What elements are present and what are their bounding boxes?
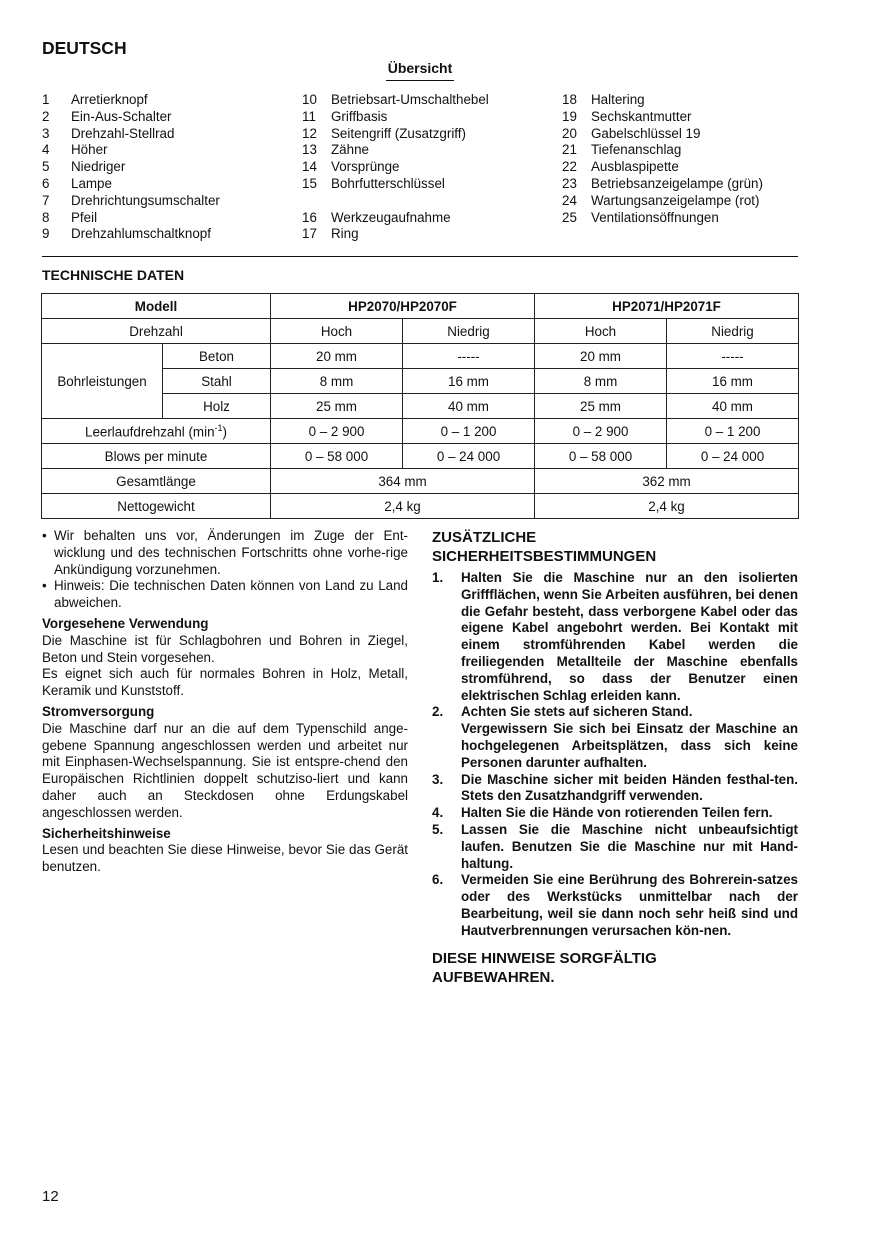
list-item: 2 Ein-Aus-Schalter [42,108,172,124]
list-item: 24 Wartungsanzeigelampe (rot) [562,192,760,208]
table-cell: 0 – 1 200 [403,419,535,444]
overview-column-2 [302,92,489,243]
language-heading: DEUTSCH [42,38,127,58]
table-cell: 25 mm [271,394,403,419]
list-item: 4 Höher [42,142,108,158]
table-header: HP2071/HP2071F [535,294,799,319]
list-item: 8 Pfeil [42,209,98,225]
list-item: 6 Lampe [42,175,112,191]
table-row [42,419,799,444]
power-supply-heading: Stromversorgung [42,703,155,719]
table-cell: 0 – 24 000 [403,444,535,469]
row-label: Nettogewicht [42,494,271,519]
table-cell: 364 mm [271,469,535,494]
table-row [42,319,799,344]
table-cell: Niedrig [403,319,535,344]
list-item: 14 Vorsprünge [302,159,400,175]
safety-rule: 6. Vermeiden Sie eine Berührung des Bohrerein-satzes oder des Werkstücks unmittelbar nach der Bearbeitung, weil sie dann noch sehr heiß sind und Hautverbrennungen verursachen kön-nen. [432,872,798,938]
table-cell: 0 – 2 900 [271,419,403,444]
list-item: 11 Griffbasis [302,108,388,124]
list-item: 16 Werkzeugaufnahme [302,209,451,225]
safety-rule: 2. Achten Sie stets auf sicheren Stand. Vergewissern Sie sich bei Einsatz der Maschine an hochgelegenen Arbeitsplätzen, dass sich keine Personen darunter aufhalten. [432,704,798,770]
table-row [42,469,799,494]
specifications-table [41,293,799,519]
table-cell: 0 – 2 900 [535,419,667,444]
row-label: Drehzahl [42,319,271,344]
table-cell: Hoch [535,319,667,344]
table-cell: Niedrig [667,319,799,344]
overview-column-1 [42,92,220,243]
row-label: Holz [163,394,271,419]
table-cell: 20 mm [271,344,403,369]
row-label: Stahl [163,369,271,394]
safety-hints-heading: Sicherheitshinweise [42,825,171,841]
row-group-label: Bohrleistungen [42,344,163,419]
table-cell: 40 mm [403,394,535,419]
safety-rule: 5. Lassen Sie die Maschine nicht unbeaufsichtigt laufen. Benutzen Sie die Maschine nur mit Hand-haltung. [432,821,798,871]
list-item: 3 Drehzahl-Stellrad [42,125,175,141]
table-cell: 16 mm [667,369,799,394]
table-cell: 0 – 24 000 [667,444,799,469]
table-cell: 16 mm [403,369,535,394]
row-label: Gesamtlänge [42,469,271,494]
section-divider [42,256,798,257]
table-row [42,344,799,369]
table-cell: 0 – 58 000 [535,444,667,469]
list-item: 12 Seitengriff (Zusatzgriff) [302,125,466,141]
row-label: Blows per minute [42,444,271,469]
list-item: 9 Drehzahlumschaltknopf [42,226,211,242]
row-label: Leerlaufdrehzahl $(\min^{-1})$ [42,419,271,444]
list-item: 1 Arretierknopf [42,92,148,107]
table-cell: 362 mm [535,469,799,494]
power-supply-text: Die Maschine darf nur an die auf dem Typenschild ange-gebene Spannung angeschlossen werden und arbeitet nur mit Einphasen-Wechselspannung. Sie ist entspre-chend den Europäischen Richtlinien doppelt schutziso-liert und kann daher auch an Steckdosen ohne Erdungskabel angeschlossen werden. [42,720,408,820]
table-cell: 25 mm [535,394,667,419]
list-item: 7 Drehrichtungsumschalter [42,192,220,208]
safety-rule: 1. Halten Sie die Maschine nur an den isolierten Griffflächen, wenn Sie Arbeiten ausführen, bei denen die Gefahr besteht, dass verborgene Kabel oder das eigene Kabel angebohrt werden. Bei Kontakt mit einem stromführenden Kabel werden die freiliegenden Metallteile der Maschine ebenfalls stromführend, so dass der Benutzer einen elektrischen Schlag erleiden kann. [432,570,798,703]
overview-column-3 [562,92,763,226]
list-item: 21 Tiefenanschlag [562,142,682,158]
table-row [42,444,799,469]
intended-use-heading: Vorgesehene Verwendung [42,615,209,631]
table-header-row [42,294,799,319]
table-row [42,494,799,519]
list-item: 15 Bohrfutterschlüssel [302,175,445,191]
table-cell: 8 mm [271,369,403,394]
note-item: • Hinweis: Die technischen Daten können von Land zu Land abweichen. [42,578,408,611]
safety-rule: 4. Halten Sie die Hände von rotierenden Teilen fern. [432,805,773,821]
list-item: 13 Zähne [302,142,369,158]
keep-instructions-heading: DIESE HINWEISE SORGFÄLTIG AUFBEWAHREN. [432,949,657,986]
list-item: 17 Ring [302,226,359,242]
additional-safety-heading: ZUSÄTZLICHE SICHERHEITSBESTIMMUNGEN [432,529,657,565]
table-header: HP2070/HP2070F [271,294,535,319]
left-text-column [42,528,408,876]
table-cell: 20 mm [535,344,667,369]
list-item: 10 Betriebsart-Umschalthebel [302,92,489,107]
intended-use-text: Es eignet sich auch für normales Bohren in Holz, Metall, Keramik und Kunststoff. [42,666,408,699]
table-cell: 0 – 1 200 [667,419,799,444]
safety-rule: 3. Die Maschine sicher mit beiden Händen festhal-ten. Stets den Zusatzhandgriff verwenden. [432,771,798,804]
list-item: 18 Haltering [562,92,645,107]
table-cell: ----- [667,344,799,369]
list-item: 20 Gabelschlüssel 19 [562,125,701,141]
safety-hints-text: Lesen und beachten Sie diese Hinweise, bevor Sie das Gerät benutzen. [42,842,408,875]
list-item: 22 Ausblaspipette [562,159,679,175]
table-cell: 8 mm [535,369,667,394]
table-header: Modell [42,294,271,319]
table-cell: Hoch [271,319,403,344]
table-cell: 2,4 kg [535,494,799,519]
list-item: 23 Betriebsanzeigelampe (grün) [562,175,763,191]
table-cell: ----- [403,344,535,369]
list-item-spacer [302,193,489,210]
page-number: 12 [42,1188,59,1205]
table-cell: 2,4 kg [271,494,535,519]
technical-data-heading: TECHNISCHE DATEN [42,267,185,283]
intended-use-text: Die Maschine ist für Schlagbohren und Bohren in Ziegel, Beton und Stein vorgesehen. [42,632,408,665]
row-label: Beton [163,344,271,369]
list-item: 19 Sechskantmutter [562,108,692,124]
list-item: 25 Ventilationsöffnungen [562,209,719,225]
list-item: 5 Niedriger [42,159,126,175]
table-cell: 0 – 58 000 [271,444,403,469]
overview-title: Übersicht [0,60,840,76]
right-text-column [432,528,798,987]
table-cell: 40 mm [667,394,799,419]
note-item: • Wir behalten uns vor, Änderungen im Zuge der Ent-wicklung und des technischen Fortschritts ohne vorhe-rige Ankündigung vorzunehmen. [42,528,408,577]
